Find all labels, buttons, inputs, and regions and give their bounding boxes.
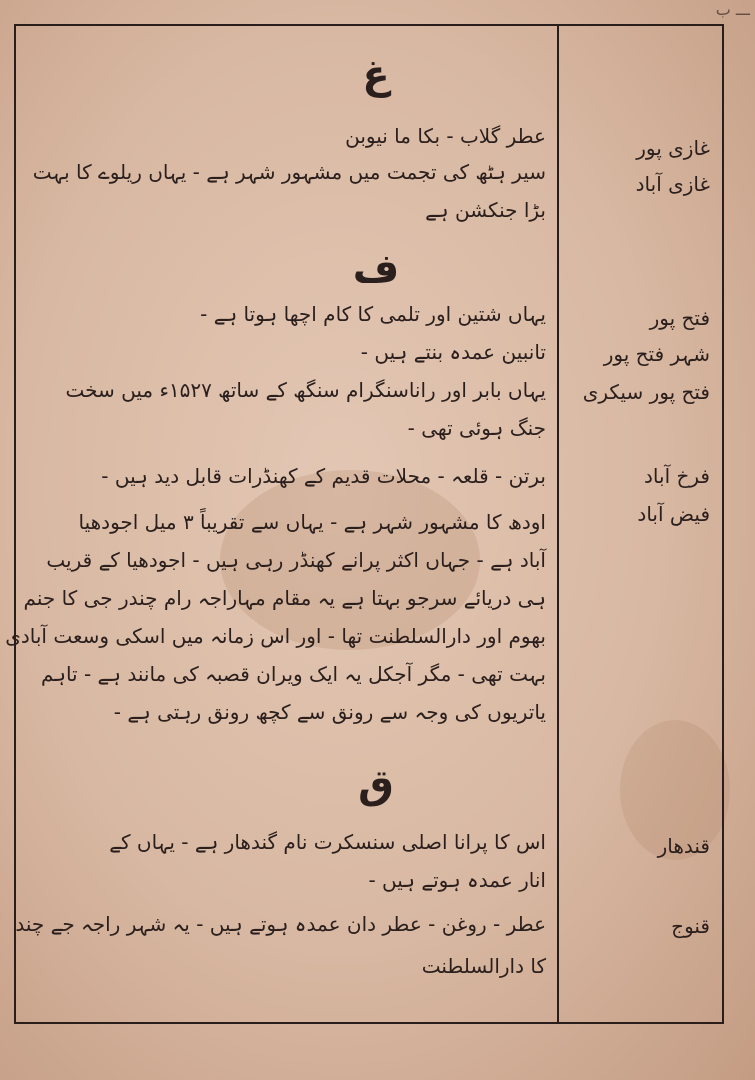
text-line: آباد ہے - جہاں اکثر پرانے کھنڈر رہی ہیں - اجودھیا کے قریب bbox=[46, 548, 546, 572]
text-line: بڑا جنکشن ہے bbox=[425, 198, 546, 222]
text-line: اودھ کا مشہور شہر ہے - یہاں سے تقریباً ۳ میل اجودھیا bbox=[78, 510, 546, 534]
place-name: قندھار bbox=[657, 834, 710, 858]
text-line: سیر ہٹھ کی تجمت میں مشہور شہر ہے - یہاں ریلوے کا بہت bbox=[32, 160, 546, 184]
top-edge-fragment: ـــ ب bbox=[715, 0, 750, 19]
text-line: عطر - روغن - عطر دان عمدہ ہوتے ہیں - یہ شہر راجہ جے چند bbox=[15, 912, 546, 936]
place-name: فتح پور bbox=[649, 306, 710, 330]
text-line: اس کا پرانا اصلی سنسکرت نام گندھار ہے - یہاں کے bbox=[109, 830, 546, 854]
text-line: یاتریوں کی وجہ سے رونق سے کچھ رونق رہتی ہے - bbox=[113, 700, 546, 724]
text-line: یہاں شتین اور تلمی کا کام اچھا ہوتا ہے - bbox=[200, 302, 546, 326]
place-name: فیض آباد bbox=[637, 502, 710, 526]
place-names-column bbox=[560, 24, 724, 1024]
column-divider bbox=[557, 24, 559, 1024]
place-name: قنوج bbox=[671, 914, 710, 938]
description-column bbox=[5, 24, 556, 1024]
place-name: فرخ آباد bbox=[644, 464, 710, 488]
text-line: بہت تھی - مگر آجکل یہ ایک ویران قصبہ کی مانند ہے - تاہم bbox=[40, 662, 546, 686]
text-line: عطر گلاب - بکا ما نیوبن bbox=[345, 124, 546, 148]
text-line: برتن - قلعہ - محلات قدیم کے کھنڈرات قابل دید ہیں - bbox=[101, 464, 546, 488]
text-line: بھوم اور دارالسلطنت تھا - اور اس زمانہ میں اسکی وسعت آبادی bbox=[5, 624, 546, 648]
text-line: یہاں بابر اور راناسنگرام سنگھ کے ساتھ ۱۵۲۷ء میں سخت bbox=[65, 378, 546, 402]
section-letter: غ bbox=[362, 52, 390, 98]
place-name: فتح پور سیکری bbox=[582, 380, 710, 404]
place-name: غازی آباد bbox=[635, 172, 710, 196]
text-line: انار عمدہ ہوتے ہیں - bbox=[368, 868, 546, 892]
text-line: ہی دریائے سرجو بہتا ہے یہ مقام مہاراجہ رام چندر جی کا جنم bbox=[23, 586, 546, 610]
place-name: غازی پور bbox=[636, 136, 710, 160]
text-line: جنگ ہوئی تھی - bbox=[407, 416, 546, 440]
place-name: شہر فتح پور bbox=[603, 342, 710, 366]
text-line: تانبین عمدہ بنتے ہیں - bbox=[360, 340, 546, 364]
section-letter: ق bbox=[358, 762, 394, 808]
section-letter: ف bbox=[352, 246, 400, 292]
text-line: کا دارالسلطنت bbox=[421, 954, 546, 978]
